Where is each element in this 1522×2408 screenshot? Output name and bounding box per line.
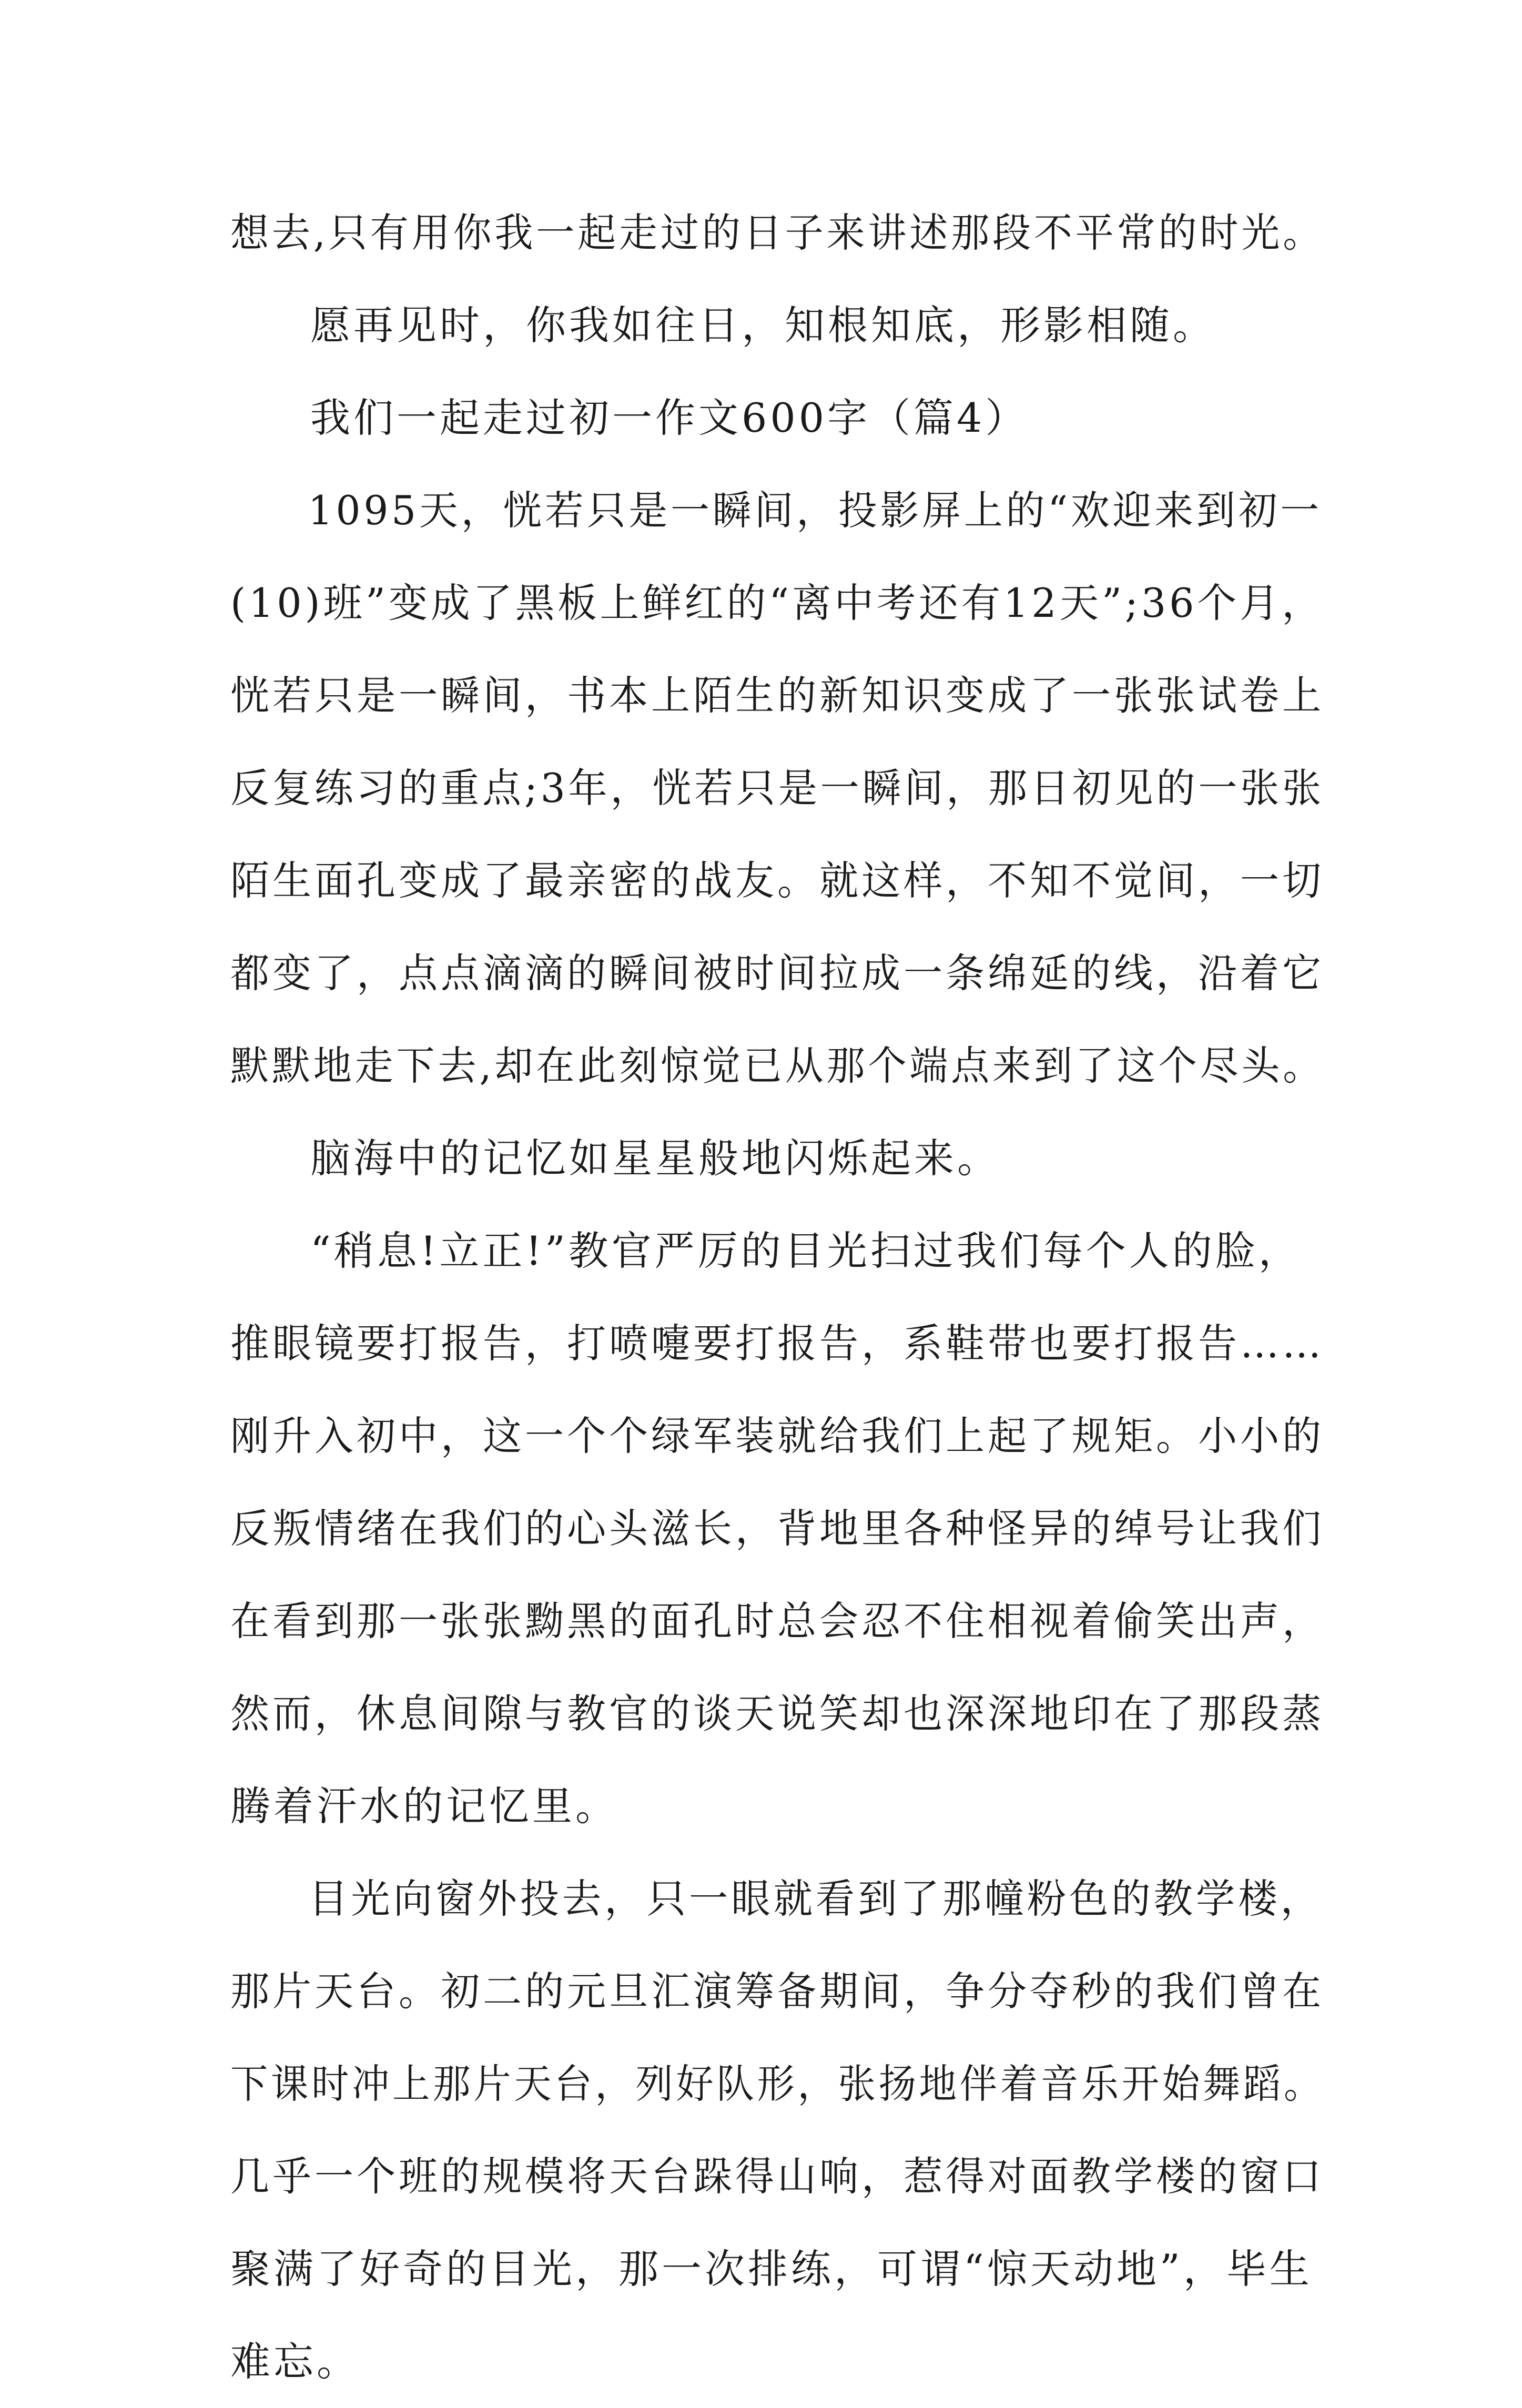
- text-line: (10)班”变成了黑板上鲜红的“离中考还有12天”;36个月，: [230, 580, 1324, 626]
- text-line: 腾着汗水的记忆里。: [230, 1783, 618, 1830]
- text-line: 然而，休息间隙与教官的谈天说笑却也深深地印在了那段蒸: [230, 1690, 1324, 1737]
- text-line: 反复练习的重点;3年，恍若只是一瞬间，那日初见的一张张: [230, 765, 1324, 811]
- text-line: 我们一起走过初一作文600字（篇4）: [310, 394, 1029, 441]
- text-line: 目光向窗外投去，只一眼就看到了那幢粉色的教学楼，: [308, 1875, 1323, 1922]
- text-line: 那片天台。初二的元旦汇演筹备期间，争分夺秒的我们曾在: [230, 1968, 1324, 2015]
- text-line: 愿再见时，你我如往日，知根知底，形影相随。: [310, 302, 1216, 349]
- text-line: 在看到那一张张黝黑的面孔时总会忍不住相视着偷笑出声，: [230, 1598, 1324, 1644]
- text-line: 聚满了好奇的目光，那一次排练，可谓“惊天动地”，毕生: [230, 2246, 1313, 2292]
- text-line: 脑海中的记忆如星星般地闪烁起来。: [310, 1135, 1000, 1182]
- text-line: 1095天，恍若只是一瞬间，投影屏上的“欢迎来到初一: [308, 487, 1322, 534]
- text-line: 下课时冲上那片天台，列好队形，张扬地伴着音乐开始舞蹈。: [230, 2060, 1324, 2107]
- text-line: 反叛情绪在我们的心头滋长，背地里各种怪异的绰号让我们: [230, 1505, 1324, 1552]
- text-line: 默默地走下去,却在此刻惊觉已从那个端点来到了这个尽头。: [230, 1042, 1325, 1089]
- text-line: 推眼镜要打报告，打喷嚏要打报告，系鞋带也要打报告……: [230, 1320, 1324, 1367]
- text-line: 陌生面孔变成了最亲密的战友。就这样，不知不觉间，一切: [230, 857, 1324, 904]
- text-line: 几乎一个班的规模将天台跺得山响，惹得对面教学楼的窗口: [230, 2153, 1324, 2200]
- text-line: 难忘。: [230, 2338, 360, 2385]
- text-line: 都变了，点点滴滴的瞬间被时间拉成一条绵延的线，沿着它: [230, 950, 1324, 997]
- text-line: 恍若只是一瞬间，书本上陌生的新知识变成了一张张试卷上: [230, 672, 1324, 719]
- text-line: 刚升入初中，这一个个绿军装就给我们上起了规矩。小小的: [230, 1413, 1324, 1459]
- article-body: [230, 187, 1324, 2408]
- text-line: 想去,只有用你我一起走过的日子来讲述那段不平常的时光。: [230, 209, 1325, 256]
- text-line: “稍息!立正!”教官严厉的目光扫过我们每个人的脸，: [310, 1227, 1302, 1274]
